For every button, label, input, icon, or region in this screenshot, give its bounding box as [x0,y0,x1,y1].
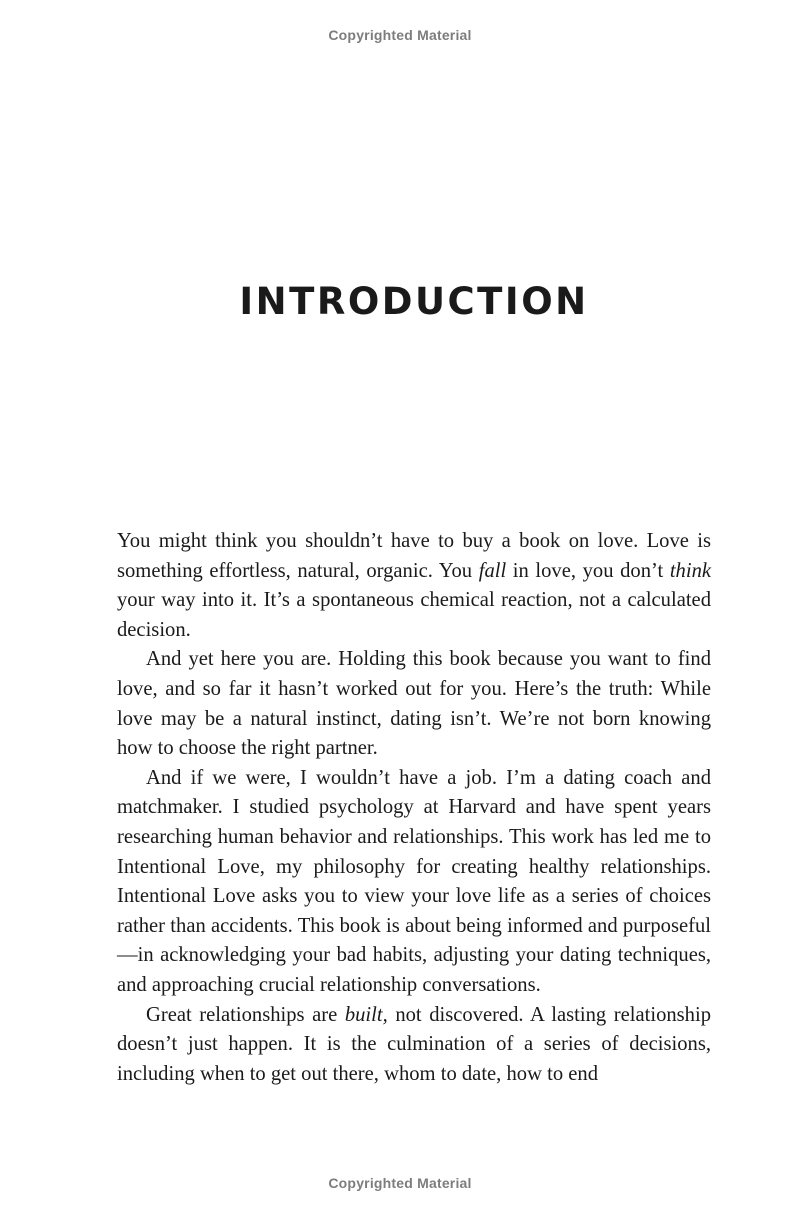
body-text [117,527,711,1089]
copyright-watermark-top: Copyrighted Material [328,27,472,43]
paragraph-4 [117,1001,711,1090]
paragraph-3: And if we were, I wouldn’t have a job. I’m a dating coach and matchmaker. I studied psychology at Harvard and have spent years researching human behavior and relationships. This work has led me to Intentional Love, my philosophy for creating healthy relationships. Intentional Love asks you to view your love life as a series of choices rather than accidents. This book is about being informed and purposeful—in acknowledging your bad habits, adjusting your dating techniques, and approaching crucial relationship conversations. [117,766,711,996]
paragraph-4-text-b: not discovered. A lasting relationship doesn’t just happen. It is the culmination of a series of decisions, including when to get out there, whom to date, how to end [117,1003,711,1085]
emphasis-fall: fall [478,559,507,582]
paragraph-1-text-c: your way into it. It’s a spontaneous chemical reaction, not a calculated decision. [117,589,711,641]
emphasis-built: built, [344,1003,388,1026]
chapter-title: INTRODUCTION [239,280,589,323]
paragraph-2: And yet here you are. Holding this book because you want to find love, and so far it hasn’t worked out for you. Here’s the truth: While love may be a natural instinct, dating isn’t. We’re not born knowing how to choose the right partner. [117,648,711,760]
paragraph-4-text-a: Great relationships are [146,1003,345,1026]
paragraph-1 [117,527,711,645]
paragraph-1-text-a: You might think you shouldn’t have to buy a book on love. Love is something effortless, natural, organic. You [117,530,711,582]
emphasis-think: think [669,559,712,582]
paragraph-1-text-b: in love, you don’t [506,559,670,582]
copyright-watermark-bottom: Copyrighted Material [328,1175,472,1191]
